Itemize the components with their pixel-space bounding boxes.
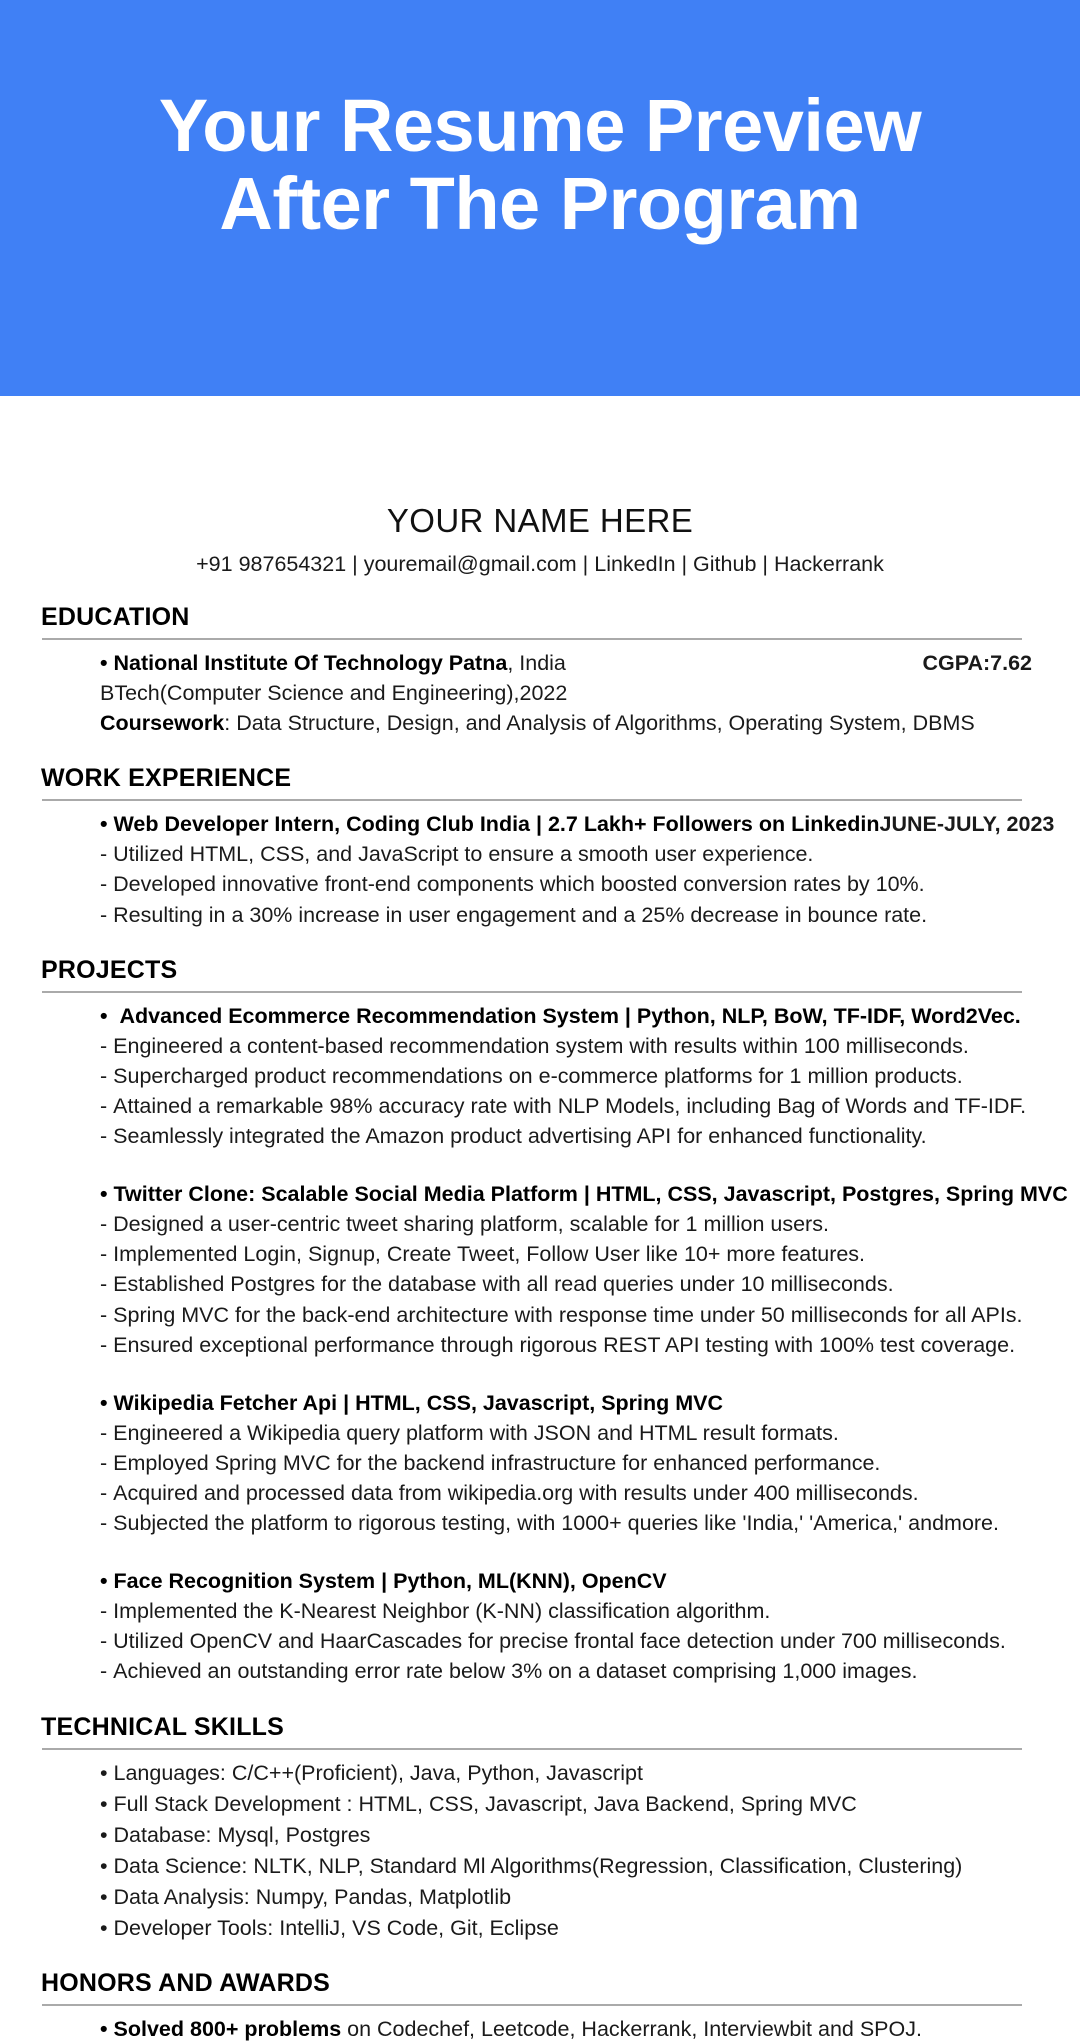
promo-banner: [0, 0, 1080, 396]
work-experience-body: [40, 801, 1055, 929]
honors-awards-body: [40, 2006, 1040, 2044]
list-item: - Resulting in a 30% increase in user engagement and a 25% decrease in bounce rate.: [100, 900, 1040, 930]
section-title-technical-skills: TECHNICAL SKILLS: [41, 1712, 285, 1741]
education-school-row: [100, 648, 1040, 678]
section-work-experience: [40, 764, 1055, 929]
resume-document: [0, 502, 1080, 2044]
list-item: - Achieved an outstanding error rate below 3% on a dataset comprising 1,000 images.: [100, 1656, 1040, 1686]
education-body: [40, 640, 1040, 738]
list-item: • Full Stack Development : HTML, CSS, Javascript, Java Backend, Spring MVC: [100, 1789, 1040, 1819]
list-item: - Employed Spring MVC for the backend infrastructure for enhanced performance.: [100, 1448, 1040, 1478]
list-item: • Data Science: NLTK, NLP, Standard Ml Algorithms(Regression, Classification, Clustering): [100, 1851, 1040, 1881]
education-school-name: • National Institute Of Technology Patna: [100, 651, 507, 675]
project-heading: • Face Recognition System | Python, ML(KNN), OpenCV: [100, 1566, 1040, 1596]
project-heading: • Wikipedia Fetcher Api | HTML, CSS, Javascript, Spring MVC: [100, 1388, 1040, 1418]
list-item: - Engineered a content-based recommendation system with results within 100 milliseconds.: [100, 1031, 1040, 1061]
list-item: • Database: Mysql, Postgres: [100, 1820, 1040, 1850]
list-item: • Languages: C/C++(Proficient), Java, Python, Javascript: [100, 1758, 1040, 1788]
list-item: - Implemented the K-Nearest Neighbor (K-NN) classification algorithm.: [100, 1596, 1040, 1626]
list-item: - Acquired and processed data from wikipedia.org with results under 400 milliseconds.: [100, 1478, 1040, 1508]
list-item: - Subjected the platform to rigorous testing, with 1000+ queries like 'India,' 'America,' andmore.: [100, 1508, 1040, 1538]
education-coursework-row: [100, 708, 1040, 738]
honors-bold-text: • Solved 800+ problems: [100, 2017, 341, 2041]
education-cgpa: CGPA:7.62: [922, 651, 1032, 675]
honors-rest-text: on Codechef, Leetcode, Hackerrank, Interviewbit and SPOJ.: [341, 2017, 922, 2042]
work-dates: JUNE-JULY, 2023: [879, 812, 1055, 837]
list-item: - Supercharged product recommendations on e-commerce platforms for 1 million products.: [100, 1061, 1040, 1091]
list-item: - Seamlessly integrated the Amazon product advertising API for enhanced functionality.: [100, 1121, 1040, 1151]
projects-body: [40, 993, 1068, 1687]
list-item: - Engineered a Wikipedia query platform with JSON and HTML result formats.: [100, 1418, 1040, 1448]
section-honors-awards: [40, 1969, 1040, 2044]
list-item: - Developed innovative front-end components which boosted conversion rates by 10%.: [100, 869, 1040, 899]
promo-title-line-1: Your Resume Preview: [158, 83, 922, 167]
project-item: [100, 1001, 1040, 1151]
section-title-projects: PROJECTS: [41, 955, 178, 984]
section-title-education: EDUCATION: [41, 603, 190, 631]
candidate-name: YOUR NAME HERE: [386, 502, 694, 539]
education-school-location: , India: [507, 651, 566, 675]
list-item: - Attained a remarkable 98% accuracy rate with NLP Models, including Bag of Words and TF-IDF.: [100, 1091, 1040, 1121]
list-item: - Established Postgres for the database with all read queries under 10 milliseconds.: [100, 1269, 1040, 1299]
list-item: - Utilized OpenCV and HaarCascades for precise frontal face detection under 700 milliseconds.: [100, 1626, 1040, 1656]
section-title-work-experience: WORK EXPERIENCE: [41, 764, 292, 793]
list-item: - Designed a user-centric tweet sharing platform, scalable for 1 million users.: [100, 1209, 1040, 1239]
list-item: - Ensured exceptional performance through rigorous REST API testing with 100% test coverage.: [100, 1330, 1040, 1360]
list-item: [100, 2014, 1040, 2044]
section-education: [40, 603, 1040, 738]
technical-skills-body: [40, 1750, 1040, 1944]
education-degree: BTech(Computer Science and Engineering),2022: [100, 681, 568, 706]
education-coursework-value: : Data Structure, Design, and Analysis of Algorithms, Operating System, DBMS: [224, 711, 975, 736]
project-heading: • Advanced Ecommerce Recommendation System | Python, NLP, BoW, TF-IDF, Word2Vec.: [100, 1001, 1040, 1031]
project-item: [100, 1388, 1040, 1538]
work-role-row: [100, 809, 1055, 839]
education-coursework-label: Coursework: [100, 711, 225, 736]
project-heading: • Twitter Clone: Scalable Social Media Platform | HTML, CSS, Javascript, Postgres, Spring MVC: [100, 1179, 1040, 1209]
project-item: [100, 1566, 1040, 1686]
section-title-honors-awards: HONORS AND AWARDS: [41, 1969, 331, 1998]
project-item: [100, 1179, 1068, 1360]
work-role-title: • Web Developer Intern, Coding Club India | 2.7 Lakh+ Followers on Linkedin: [100, 809, 880, 839]
education-school-line: [100, 648, 566, 678]
promo-title-line-2: After The Program: [219, 162, 861, 245]
list-item: - Utilized HTML, CSS, and JavaScript to ensure a smooth user experience.: [100, 839, 1040, 869]
list-item: - Spring MVC for the back-end architecture with response time under 50 milliseconds for all APIs.: [100, 1300, 1040, 1330]
list-item: - Implemented Login, Signup, Create Tweet, Follow User like 10+ more features.: [100, 1239, 1040, 1269]
list-item: • Developer Tools: IntelliJ, VS Code, Git, Eclipse: [100, 1913, 1040, 1943]
list-item: • Data Analysis: Numpy, Pandas, Matplotlib: [100, 1882, 1040, 1912]
section-projects: [40, 955, 1068, 1687]
candidate-contact-line: +91 987654321 | youremail@gmail.com | LinkedIn | Github | Hackerrank: [196, 552, 884, 576]
section-technical-skills: [40, 1713, 1040, 1944]
